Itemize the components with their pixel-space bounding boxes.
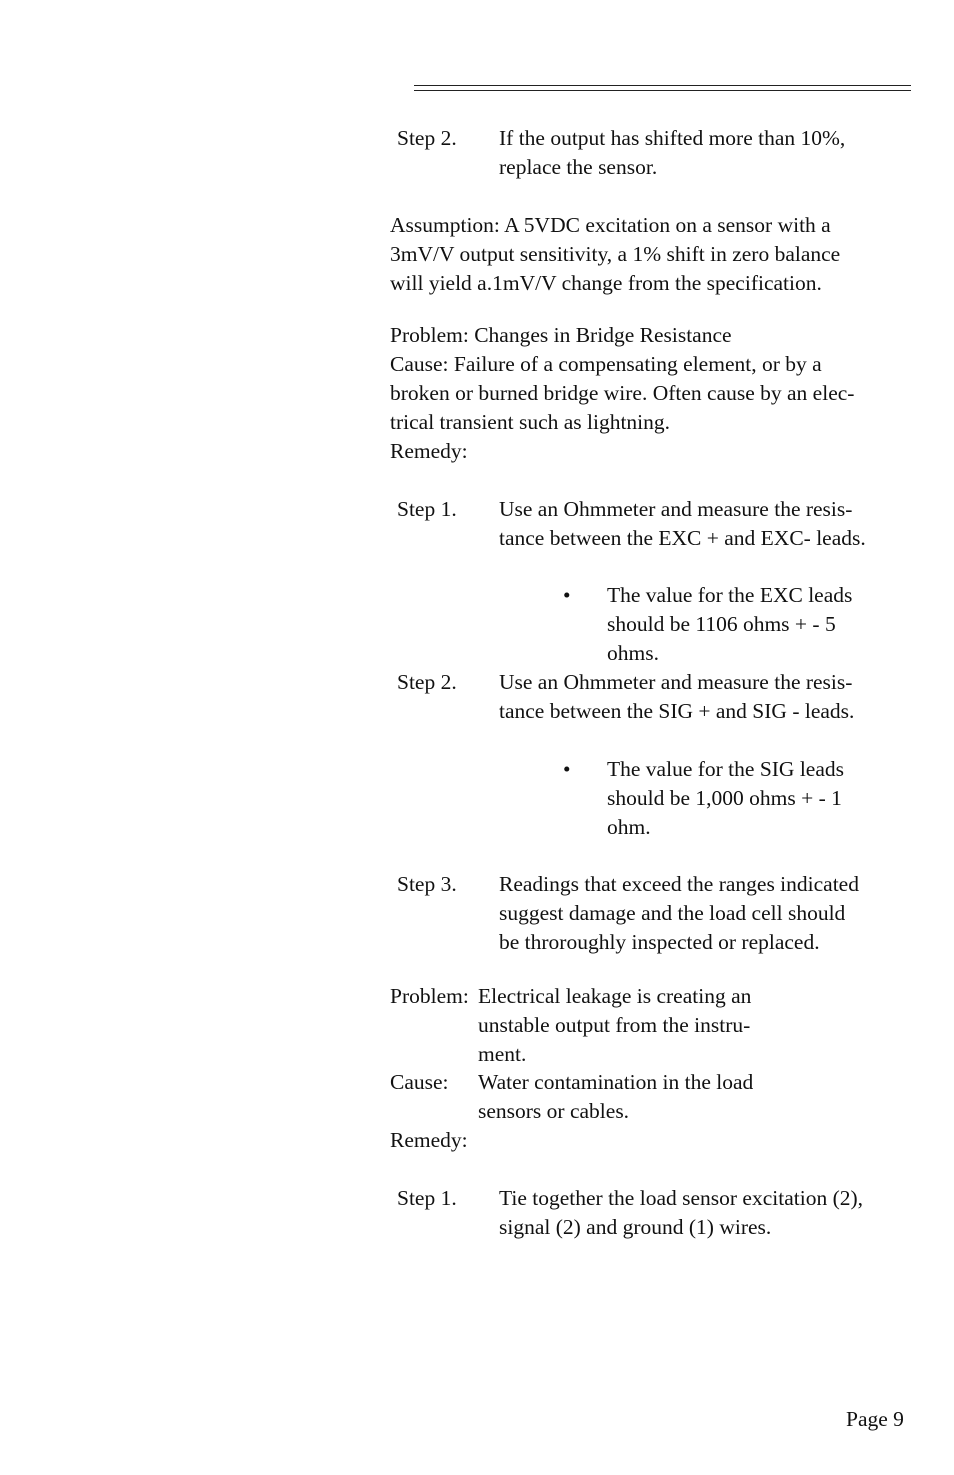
- assumption-paragraph: [390, 211, 840, 298]
- text-line: signal (2) and ground (1) wires.: [499, 1215, 772, 1239]
- text-line: ohm.: [607, 815, 651, 839]
- problem-line: Problem: Changes in Bridge Resistance: [390, 323, 732, 347]
- text-line: Assumption: A 5VDC excitation on a sensor with a: [390, 213, 831, 237]
- step-label: Step 1.: [397, 1186, 457, 1210]
- step-text: [499, 1184, 863, 1242]
- step-label: Step 3.: [397, 872, 457, 896]
- step-text: [499, 124, 845, 182]
- text-line: ment.: [478, 1042, 527, 1066]
- text-line: be throroughly inspected or replaced.: [499, 930, 820, 954]
- step-text: [499, 668, 854, 726]
- text-line: 3mV/V output sensitivity, a 1% shift in zero balance: [390, 242, 841, 266]
- cause-line: Cause: Failure of a compensating element, or by a: [390, 352, 822, 376]
- remedy-label: Remedy:: [390, 439, 468, 463]
- text-line: Tie together the load sensor excitation (2),: [499, 1186, 864, 1210]
- text-line: should be 1,000 ohms + - 1: [607, 786, 842, 810]
- header-rule-bottom: [414, 90, 911, 91]
- problem-text: [478, 982, 751, 1069]
- text-line: If the output has shifted more than 10%,: [499, 126, 846, 150]
- text-line: unstable output from the instru-: [478, 1013, 751, 1037]
- remedy-label: Remedy:: [390, 1128, 468, 1152]
- bullet-text: [607, 581, 852, 668]
- step-text: [499, 870, 859, 957]
- text-line: replace the sensor.: [499, 155, 658, 179]
- cause-line: trical transient such as lightning.: [390, 410, 671, 434]
- text-line: sensors or cables.: [478, 1099, 630, 1123]
- bullet-icon: •: [563, 757, 571, 781]
- text-line: Use an Ohmmeter and measure the resis-: [499, 497, 853, 521]
- text-line: tance between the SIG + and SIG - leads.: [499, 699, 855, 723]
- problem-label: Problem:: [390, 984, 469, 1008]
- step-label: Step 2.: [397, 670, 457, 694]
- step-label: Step 1.: [397, 497, 457, 521]
- bullet-icon: •: [563, 583, 571, 607]
- page-number: Page 9: [846, 1407, 904, 1431]
- text-line: tance between the EXC + and EXC- leads.: [499, 526, 866, 550]
- text-line: will yield a.1mV/V change from the specification.: [390, 271, 822, 295]
- problem-bridge-resistance: [390, 321, 854, 466]
- text-line: should be 1106 ohms + - 5: [607, 612, 836, 636]
- header-rule-top: [414, 85, 911, 86]
- cause-line: broken or burned bridge wire. Often cause by an elec-: [390, 381, 855, 405]
- cause-text: [478, 1068, 753, 1126]
- text-line: The value for the EXC leads: [607, 583, 853, 607]
- text-line: The value for the SIG leads: [607, 757, 845, 781]
- text-line: Readings that exceed the ranges indicated: [499, 872, 859, 896]
- step-text: [499, 495, 866, 553]
- text-line: Water contamination in the load: [478, 1070, 754, 1094]
- cause-label: Cause:: [390, 1070, 449, 1094]
- text-line: Use an Ohmmeter and measure the resis-: [499, 670, 853, 694]
- text-line: Electrical leakage is creating an: [478, 984, 752, 1008]
- bullet-text: [607, 755, 844, 842]
- text-line: suggest damage and the load cell should: [499, 901, 846, 925]
- text-line: ohms.: [607, 641, 659, 665]
- step-label: Step 2.: [397, 126, 457, 150]
